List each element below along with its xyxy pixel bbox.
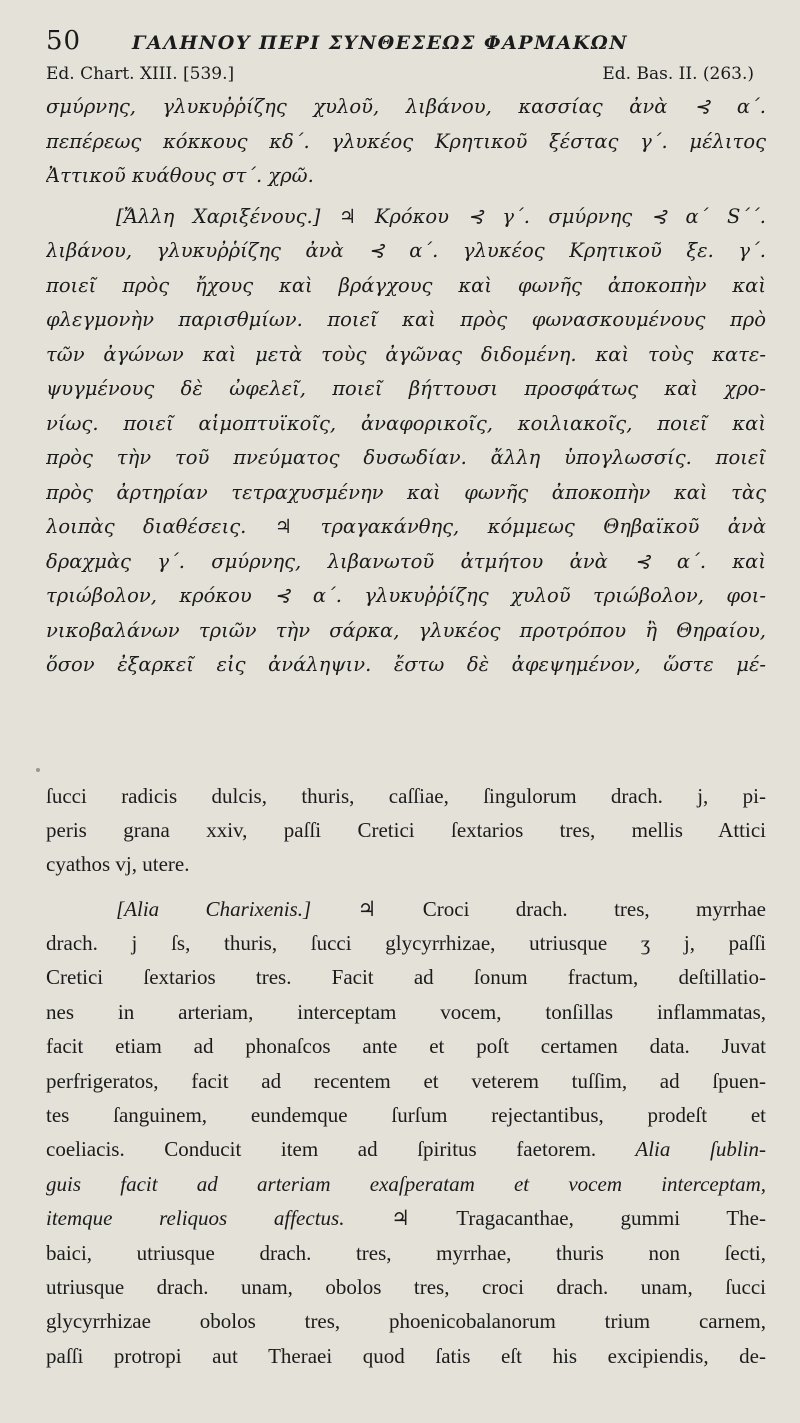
greek-line: πρὸς τὴν τοῦ πνεύματος δυσωδίαν. ἄλλη ὑπογλωσσίς. ποιεῖ xyxy=(46,446,766,469)
latin-heading: [Alia Charixenis.] xyxy=(116,896,312,921)
latin-line: tes ſanguinem, eundemque ſurſum rejectantibus, prodeſt et xyxy=(46,1103,766,1128)
greek-line: πρὸς ἀρτηρίαν τετραχυσμένην καὶ φωνῆς ἀποκοπὴν καὶ τὰς xyxy=(46,480,766,504)
latin-line xyxy=(46,1201,766,1235)
greek-line: λιβάνου, γλυκυῤῥίζης ἀνὰ ⊰ α΄. γλυκέος Κρητικοῦ ξε. γ΄. xyxy=(46,239,766,262)
greek-line: νικοβαλάνων τριῶν τὴν σάρκα, γλυκέος προτρόπου ἢ Θηραίου, xyxy=(46,618,766,642)
latin-italic-span: Alia ſublin- xyxy=(596,1137,766,1162)
latin-span: ♃ Croci drach. tres, myrrhae xyxy=(311,896,766,921)
greek-line: [Ἄλλη Χαριξένους.] ♃ Κρόκου ⊰ γ΄. σμύρνης ⊰ α΄ S΄΄. xyxy=(116,204,766,228)
edition-right: Ed. Bas. II. (263.) xyxy=(602,64,754,84)
section-gap xyxy=(46,683,766,779)
greek-line: δραχμὰς γ΄. σμύρνης, λιβανωτοῦ ἀτμήτου ἀνὰ ⊰ α΄. καὶ xyxy=(46,549,766,573)
edition-reference xyxy=(46,58,766,90)
greek-line: φλεγμονὴν παρισθμίων. ποιεῖ καὶ πρὸς φωνασκουμένους πρὸ xyxy=(46,308,766,331)
page-number: 50 xyxy=(46,26,82,56)
greek-line: ψυγμένους δὲ ὠφελεῖ, ποιεῖ βήττουσι προσφάτως καὶ χρο- xyxy=(46,377,766,400)
latin-line: nes in arteriam, interceptam vocem, tonſillas inflammatas, xyxy=(46,999,766,1024)
running-head xyxy=(46,0,766,58)
greek-line: ποιεῖ πρὸς ἤχους καὶ βράγχους καὶ φωνῆς ἀποκοπὴν καὶ xyxy=(46,273,766,297)
latin-line: peris grana xxiv, paſſi Cretici ſextarios tres, mellis Attici xyxy=(46,817,766,842)
latin-line xyxy=(46,892,766,926)
greek-line: τριώβολον, κρόκου ⊰ α΄. γλυκυῤῥίζης χυλοῦ τριώβολον, φοι- xyxy=(46,584,766,607)
latin-line: paſſi protropi aut Theraei quod ſatis eſt his excipiendis, de- xyxy=(46,1343,766,1368)
latin-span: ♃ Tragacanthae, gummi The- xyxy=(344,1206,766,1231)
greek-line: ὅσον ἐξαρκεῖ εἰς ἀνάληψιν. ἔστω δὲ ἀφεψημένον, ὥστε μέ- xyxy=(46,653,766,676)
greek-line: πεπέρεως κόκκους κδ΄. γλυκέος Κρητικοῦ ξέστας γ΄. μέλιτος xyxy=(46,129,766,153)
latin-line: drach. j ſs, thuris, ſucci glycyrrhizae, utriusque ʒ j, paſſi xyxy=(46,931,766,956)
latin-line: guis facit ad arteriam exaſperatam et vocem interceptam, xyxy=(46,1171,766,1196)
latin-line: perfrigeratos, facit ad recentem et veterem tuſſim, ad ſpuen- xyxy=(46,1068,766,1093)
latin-line xyxy=(46,1132,766,1166)
latin-line: cyathos vj, utere. xyxy=(46,852,190,877)
latin-span: coeliacis. Conducit item ad ſpiritus faetorem. xyxy=(46,1137,597,1162)
latin-line: facit etiam ad phonaſcos ante et poſt certamen data. Juvat xyxy=(46,1034,766,1059)
latin-text xyxy=(46,779,766,1374)
latin-line: baici, utriusque drach. tres, myrrhae, thuris non ſecti, xyxy=(46,1240,766,1265)
greek-text xyxy=(46,90,766,683)
latin-line: ſucci radicis dulcis, thuris, caſſiae, ſingulorum drach. j, pi- xyxy=(46,783,766,808)
greek-line: τῶν ἀγώνων καὶ μετὰ τοὺς ἀγῶνας διδομένη. καὶ τοὺς κατε- xyxy=(46,342,766,366)
edition-left: Ed. Chart. XIII. [539.] xyxy=(46,64,235,84)
latin-italic-span: itemque reliquos affectus. xyxy=(46,1206,345,1231)
greek-line: Ἀττικοῦ κυάθους στ΄. χρῶ. xyxy=(46,164,314,187)
running-title: ΓΑΛΗΝΟΥ ΠΕΡΙ ΣΥΝΘΕΣΕΩΣ ΦΑΡΜΑΚΩΝ xyxy=(132,32,629,54)
greek-line: νίως. ποιεῖ αἱμοπτυϊκοῖς, ἀναφορικοῖς, κοιλιακοῖς, ποιεῖ καὶ xyxy=(46,411,766,435)
bleed-through-mark xyxy=(36,768,40,772)
latin-line: glycyrrhizae obolos tres, phoenicobalanorum trium carnem, xyxy=(46,1309,766,1334)
greek-line: σμύρνης, γλυκυῤῥίζης χυλοῦ, λιβάνου, κασσίας ἀνὰ ⊰ α΄. xyxy=(46,95,766,118)
latin-line: Cretici ſextarios tres. Facit ad ſonum fractum, deſtillatio- xyxy=(46,965,766,990)
latin-line: utriusque drach. unam, obolos tres, croci drach. unam, ſucci xyxy=(46,1274,766,1299)
greek-line: λοιπὰς διαθέσεις. ♃ τραγακάνθης, κόμμεως Θηβαϊκοῦ ἀνὰ xyxy=(46,515,766,538)
